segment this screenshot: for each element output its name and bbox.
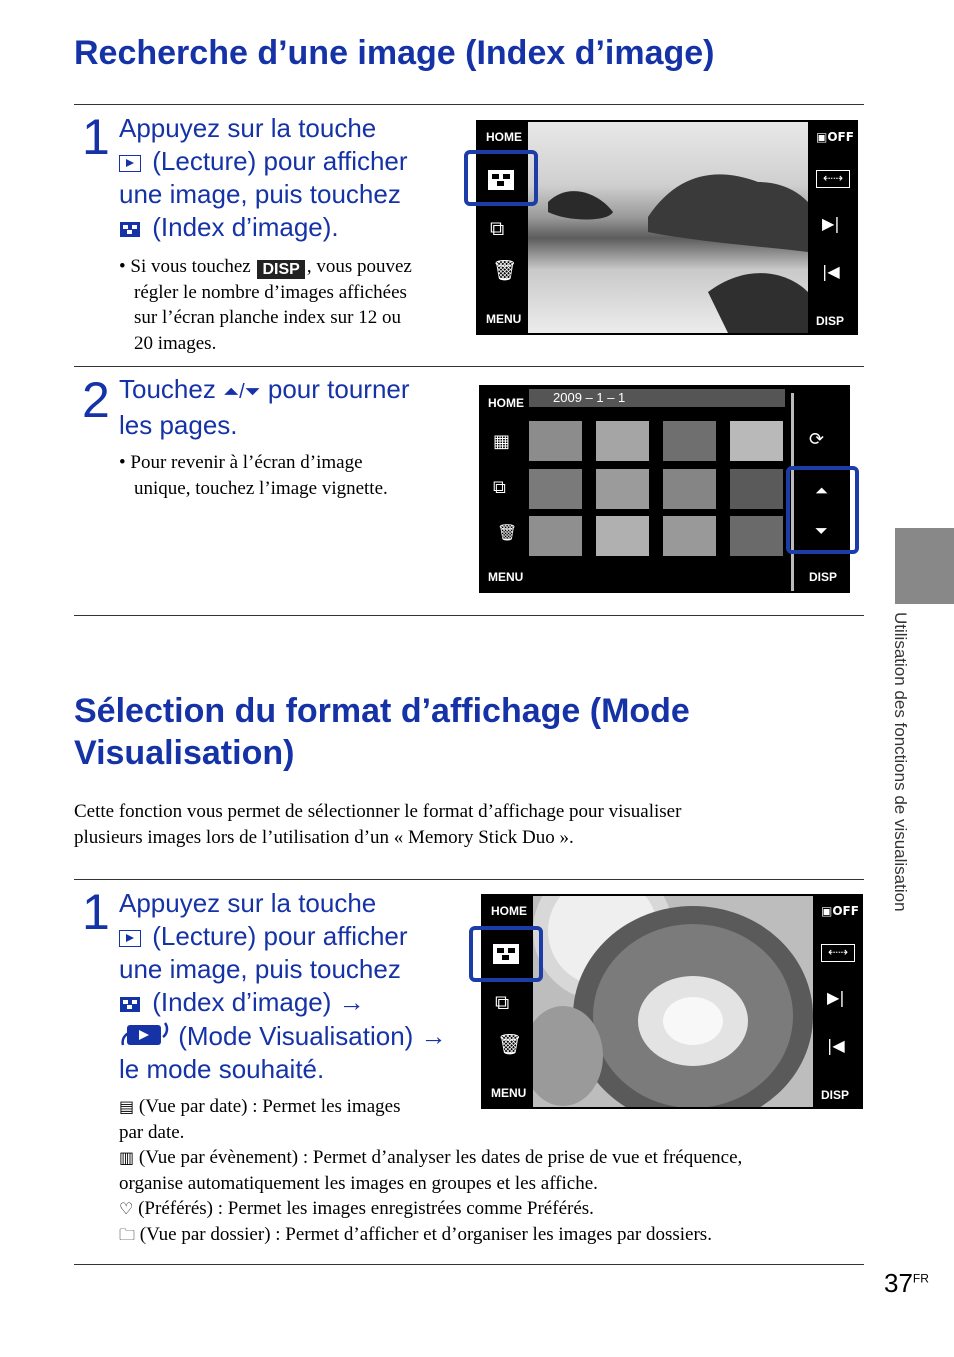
note-text: unique, touchez l’image vignette. bbox=[134, 477, 388, 499]
mode-text: (Préférés) : Permet les images enregistrées comme Préférés. bbox=[138, 1198, 594, 1219]
mode-descriptions bbox=[119, 1094, 864, 1247]
mode-text: organise automatiquement les images en groupes et les affiche. bbox=[119, 1172, 598, 1194]
step-line: (Lecture) pour afficher bbox=[152, 146, 408, 176]
page-down-icon[interactable]: ⏷ bbox=[815, 521, 828, 540]
zoom-arrows-icon[interactable]: ⇠⇢ bbox=[816, 170, 850, 188]
date-bar bbox=[529, 389, 785, 407]
event-view-icon: ▥ bbox=[119, 1148, 135, 1167]
step-line: (Mode Visualisation) → bbox=[178, 1021, 447, 1051]
intro-line: plusieurs images lors de l’utilisation d’un « Memory Stick Duo ». bbox=[74, 826, 574, 848]
step-line: (Index d’image) → bbox=[152, 987, 365, 1017]
step-number: 2 bbox=[82, 372, 110, 428]
disp-button[interactable]: DISP bbox=[816, 314, 845, 328]
highlight-page-buttons bbox=[786, 466, 859, 554]
trash-icon[interactable]: 🗑 bbox=[492, 258, 518, 282]
view-mode-icon[interactable]: ⟳ bbox=[809, 429, 825, 450]
slideshow-icon[interactable]: ⧉ bbox=[493, 477, 506, 498]
trash-icon[interactable]: 🗑 bbox=[497, 1032, 523, 1056]
chapter-tab bbox=[895, 528, 954, 604]
thumbnail[interactable] bbox=[596, 469, 649, 509]
title-line: Sélection du format d’affichage (Mode bbox=[74, 692, 690, 730]
note-text: régler le nombre d’images affichées bbox=[134, 281, 407, 303]
thumbnail[interactable] bbox=[663, 469, 716, 509]
intro-line: Cette fonction vous permet de sélectionner le format d’affichage pour visualiser bbox=[74, 801, 682, 822]
page-number bbox=[884, 1268, 929, 1299]
slideshow-icon[interactable]: ⧉ bbox=[495, 990, 510, 1014]
chapter-label-text: Utilisation des fonctions de visualisation bbox=[891, 612, 910, 912]
home-button[interactable]: HOME bbox=[491, 904, 527, 918]
page-up-icon[interactable]: ⏶ bbox=[815, 481, 828, 500]
divider bbox=[74, 879, 864, 880]
step-number: 1 bbox=[82, 884, 110, 940]
step-line: Appuyez sur la touche bbox=[119, 113, 377, 143]
mode-text: (Vue par dossier) : Permet d’afficher et d’organiser les images par dossiers. bbox=[139, 1223, 712, 1245]
step-line: une image, puis touchez bbox=[119, 179, 401, 209]
intro-paragraph bbox=[74, 799, 864, 850]
note-text: , vous pouvez bbox=[306, 256, 412, 277]
index-icon bbox=[119, 221, 141, 238]
disp-button[interactable]: DISP bbox=[821, 1088, 850, 1102]
folder-view-icon: 🗀 bbox=[119, 1224, 136, 1244]
menu-button[interactable]: MENU bbox=[486, 312, 522, 326]
step-line: (Lecture) pour afficher bbox=[152, 921, 408, 951]
step-line: Appuyez sur la touche bbox=[119, 888, 377, 918]
prev-icon[interactable]: |◀ bbox=[827, 1036, 845, 1055]
menu-button[interactable]: MENU bbox=[488, 570, 524, 584]
disp-badge: DISP bbox=[257, 260, 304, 279]
date-view-icon: ▤ bbox=[119, 1097, 135, 1116]
slideshow-icon[interactable]: ⧉ bbox=[490, 216, 505, 240]
highlight-index-button bbox=[464, 150, 538, 206]
section-title-index: Recherche d’une image (Index d’image) bbox=[74, 34, 715, 72]
divider bbox=[74, 1264, 864, 1265]
view-mode-icon bbox=[119, 1019, 171, 1049]
prev-icon[interactable]: |◀ bbox=[822, 262, 840, 281]
step-line: une image, puis touchez bbox=[119, 954, 401, 984]
step-instruction bbox=[119, 887, 474, 1086]
home-button[interactable]: HOME bbox=[486, 130, 522, 144]
zoom-arrows-icon[interactable]: ⇠⇢ bbox=[821, 944, 855, 962]
thumbnail[interactable] bbox=[529, 469, 582, 509]
note-text: sur l’écran planche index sur 12 ou bbox=[134, 307, 401, 328]
note-text: Si vous touchez bbox=[130, 256, 251, 277]
calendar-icon[interactable]: ▦ bbox=[493, 431, 511, 452]
step-note: • Pour revenir à l’écran d’image unique, touchez l’image vignette. bbox=[119, 450, 464, 501]
mode-text: (Vue par date) : Permet les images bbox=[138, 1096, 401, 1117]
thumbnail[interactable] bbox=[663, 516, 716, 556]
index-icon bbox=[119, 996, 141, 1013]
next-icon[interactable]: ▶| bbox=[822, 214, 840, 233]
step-number: 1 bbox=[82, 109, 110, 165]
step-line: pour tourner bbox=[267, 374, 410, 404]
play-icon bbox=[119, 155, 141, 172]
thumbnail[interactable] bbox=[596, 421, 649, 461]
thumbnail[interactable] bbox=[730, 469, 783, 509]
step-line: les pages. bbox=[119, 410, 238, 440]
step-instruction bbox=[119, 112, 469, 244]
section-title-view-mode bbox=[74, 690, 690, 774]
thumbnail[interactable] bbox=[663, 421, 716, 461]
thumbnail[interactable] bbox=[596, 516, 649, 556]
page-number-value: 37 bbox=[884, 1268, 913, 1298]
home-button[interactable]: HOME bbox=[488, 396, 524, 410]
divider bbox=[74, 615, 864, 616]
off-label: OFF bbox=[827, 130, 854, 144]
date-label: 2009 – 1 – 1 bbox=[553, 390, 626, 405]
chapter-label bbox=[884, 612, 916, 992]
trash-icon[interactable]: 🗑 bbox=[497, 523, 518, 542]
step-line: (Index d’image). bbox=[152, 212, 339, 242]
play-icon bbox=[119, 930, 141, 947]
step-note: • Si vous touchez DISP , vous pouvez régler le nombre d’images affichées sur l’écran planche index sur 12 ou 20 images. bbox=[119, 254, 464, 356]
thumbnail[interactable] bbox=[529, 516, 582, 556]
step-instruction bbox=[119, 373, 469, 442]
mode-text: par date. bbox=[119, 1121, 185, 1143]
off-label: OFF bbox=[832, 904, 859, 918]
index-off-button[interactable]: ▣OFF bbox=[816, 130, 854, 144]
note-text: 20 images. bbox=[134, 332, 217, 354]
thumbnail[interactable] bbox=[529, 421, 582, 461]
page-up-down-icon: ⏶/⏷ bbox=[223, 381, 261, 403]
photo-beach bbox=[528, 122, 808, 333]
highlight-index-button bbox=[469, 926, 543, 982]
divider bbox=[74, 366, 864, 367]
disp-button[interactable]: DISP bbox=[809, 570, 838, 584]
menu-button[interactable]: MENU bbox=[491, 1086, 527, 1100]
next-icon[interactable]: ▶| bbox=[827, 988, 845, 1007]
divider bbox=[74, 104, 864, 105]
page-lang: FR bbox=[912, 1271, 929, 1286]
photo-fruit bbox=[533, 896, 813, 1107]
thumbnail[interactable] bbox=[730, 421, 783, 461]
step-line: le mode souhaité. bbox=[119, 1054, 325, 1084]
step-line: Touchez bbox=[119, 374, 216, 404]
mode-text: (Vue par évènement) : Permet d’analyser les dates de prise de vue et fréquence, bbox=[138, 1147, 743, 1168]
index-off-button[interactable]: ▣OFF bbox=[821, 904, 859, 918]
title-line: Visualisation) bbox=[74, 734, 295, 772]
note-text: Pour revenir à l’écran d’image bbox=[130, 452, 363, 473]
favorites-icon: ♡ bbox=[119, 1199, 134, 1218]
thumbnail[interactable] bbox=[730, 516, 783, 556]
